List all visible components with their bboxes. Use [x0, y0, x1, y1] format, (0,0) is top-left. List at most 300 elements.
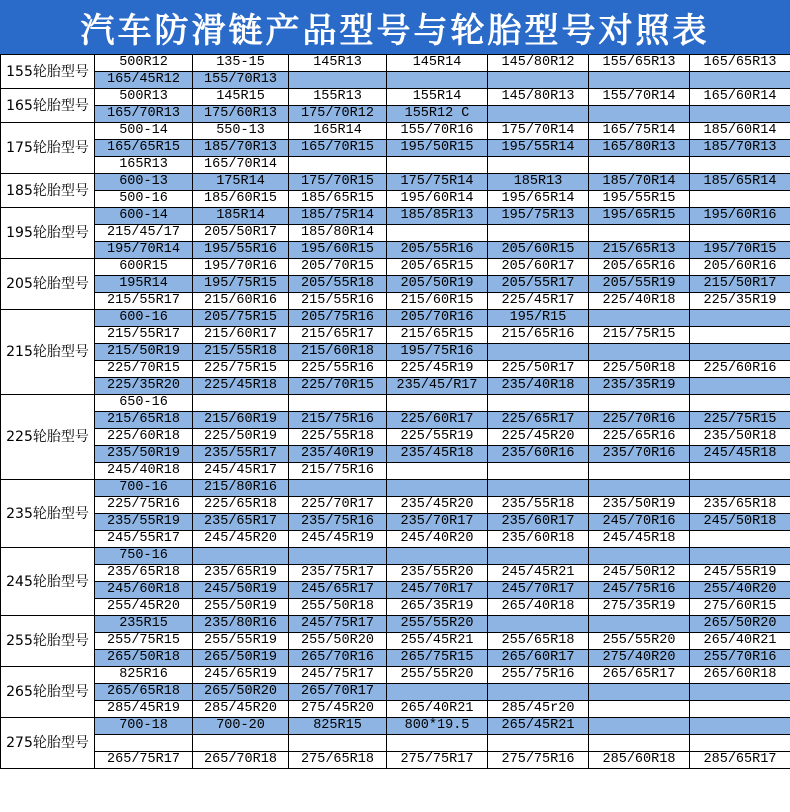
table-cell: 235/45/R17 — [387, 378, 488, 395]
table-cell: 215/60R19 — [193, 412, 289, 429]
table-cell: 225/65R17 — [488, 412, 589, 429]
table-cell: 195/75R16 — [387, 344, 488, 361]
table-row — [1, 89, 790, 106]
table-cell: 265/50R20 — [193, 684, 289, 701]
table-cell: 245/60R18 — [95, 582, 193, 599]
table-cell: 215/65R17 — [289, 327, 387, 344]
table-cell: 195/60R15 — [289, 242, 387, 259]
table-cell: 245/40R18 — [95, 463, 193, 480]
table-cell: 825R16 — [95, 667, 193, 684]
table-row — [1, 633, 790, 650]
table-cell: 225/75R15 — [193, 361, 289, 378]
table-row — [1, 752, 790, 769]
table-cell — [488, 735, 589, 752]
table-cell: 205/50R19 — [387, 276, 488, 293]
group-label: 255轮胎型号 — [1, 616, 95, 667]
table-cell — [589, 157, 690, 174]
table-row — [1, 514, 790, 531]
table-cell: 175/60R13 — [193, 106, 289, 123]
table-cell — [289, 548, 387, 565]
table-cell: 215/65R13 — [589, 242, 690, 259]
table-cell: 700-16 — [95, 480, 193, 497]
table-cell: 175R14 — [193, 174, 289, 191]
table-cell: 255/50R19 — [193, 599, 289, 616]
table-cell: 195R14 — [95, 276, 193, 293]
table-cell: 550-13 — [193, 123, 289, 140]
table-cell: 155R13 — [289, 89, 387, 106]
table-row — [1, 293, 790, 310]
table-cell: 275/40R20 — [589, 650, 690, 667]
table-cell: 175/70R15 — [289, 174, 387, 191]
table-row — [1, 327, 790, 344]
table-cell: 265/60R17 — [488, 650, 589, 667]
table-cell: 225/35R19 — [690, 293, 790, 310]
table-cell: 225/45R19 — [387, 361, 488, 378]
table-cell: 285/45r20 — [488, 701, 589, 718]
table-cell: 255/50R18 — [289, 599, 387, 616]
table-cell: 275/45R20 — [289, 701, 387, 718]
table-cell: 245/75R17 — [289, 667, 387, 684]
table-row — [1, 599, 790, 616]
table-cell — [387, 395, 488, 412]
table-cell: 500-16 — [95, 191, 193, 208]
table-cell: 245/45R19 — [289, 531, 387, 548]
table-cell: 275/75R16 — [488, 752, 589, 769]
group-label: 205轮胎型号 — [1, 259, 95, 310]
table-cell — [95, 735, 193, 752]
table-cell: 205/60R16 — [690, 259, 790, 276]
table-cell: 255/55R20 — [387, 667, 488, 684]
table-cell — [690, 531, 790, 548]
table-cell: 225/50R17 — [488, 361, 589, 378]
group-label: 235轮胎型号 — [1, 480, 95, 548]
table-cell: 215/55R18 — [193, 344, 289, 361]
table-cell: 265/50R19 — [193, 650, 289, 667]
table-cell: 800*19.5 — [387, 718, 488, 735]
table-row — [1, 701, 790, 718]
table-cell — [589, 72, 690, 89]
table-cell: 215/75R15 — [589, 327, 690, 344]
table-cell: 225/40R18 — [589, 293, 690, 310]
table-cell: 245/65R19 — [193, 667, 289, 684]
table-row — [1, 395, 790, 412]
table-cell: 225/60R18 — [95, 429, 193, 446]
table-cell: 145R15 — [193, 89, 289, 106]
table-cell — [488, 684, 589, 701]
page-title: 汽车防滑链产品型号与轮胎型号对照表 — [0, 0, 790, 54]
table-cell: 165/75R14 — [589, 123, 690, 140]
table-cell — [589, 310, 690, 327]
table-cell: 285/65R17 — [690, 752, 790, 769]
table-cell: 205/65R16 — [589, 259, 690, 276]
group-label: 215轮胎型号 — [1, 310, 95, 395]
table-cell: 235/50R18 — [690, 429, 790, 446]
table-row — [1, 565, 790, 582]
table-cell: 195/R15 — [488, 310, 589, 327]
table-cell — [690, 718, 790, 735]
table-cell — [589, 735, 690, 752]
table-cell: 195/75R15 — [193, 276, 289, 293]
table-cell: 225/60R16 — [690, 361, 790, 378]
table-cell: 700-18 — [95, 718, 193, 735]
table-cell: 265/40R21 — [690, 633, 790, 650]
table-cell: 265/75R17 — [95, 752, 193, 769]
table-cell: 165/70R14 — [193, 157, 289, 174]
table-cell: 215/65R15 — [387, 327, 488, 344]
group-label: 225轮胎型号 — [1, 395, 95, 480]
table-cell: 285/60R18 — [589, 752, 690, 769]
table-cell — [387, 548, 488, 565]
table-cell — [589, 548, 690, 565]
table-cell: 275/75R17 — [387, 752, 488, 769]
table-cell: 225/70R15 — [289, 378, 387, 395]
table-cell: 155/65R13 — [589, 55, 690, 72]
table-cell: 255/40R20 — [690, 582, 790, 599]
table-cell: 265/60R18 — [690, 667, 790, 684]
group-label: 185轮胎型号 — [1, 174, 95, 208]
table-cell: 215/75R16 — [289, 463, 387, 480]
table-cell: 245/40R20 — [387, 531, 488, 548]
table-row — [1, 191, 790, 208]
group-label: 245轮胎型号 — [1, 548, 95, 616]
table-cell: 185/60R15 — [193, 191, 289, 208]
table-cell — [387, 480, 488, 497]
table-cell: 205/75R15 — [193, 310, 289, 327]
table-cell: 265/50R20 — [690, 616, 790, 633]
table-cell: 245/75R16 — [589, 582, 690, 599]
table-cell: 145R13 — [289, 55, 387, 72]
table-cell: 225/65R16 — [589, 429, 690, 446]
table-cell: 245/45R18 — [690, 446, 790, 463]
table-cell: 235/45R20 — [387, 497, 488, 514]
table-cell: 215/80R16 — [193, 480, 289, 497]
table-cell: 155R14 — [387, 89, 488, 106]
table-row — [1, 497, 790, 514]
table-cell: 205/60R15 — [488, 242, 589, 259]
table-cell — [589, 684, 690, 701]
table-cell: 265/45R21 — [488, 718, 589, 735]
table-row — [1, 55, 790, 72]
table-cell: 235/40R18 — [488, 378, 589, 395]
table-cell — [690, 701, 790, 718]
table-cell: 205/75R16 — [289, 310, 387, 327]
table-cell: 205/70R16 — [387, 310, 488, 327]
table-cell: 265/75R15 — [387, 650, 488, 667]
table-cell: 205/60R17 — [488, 259, 589, 276]
table-cell: 205/50R17 — [193, 225, 289, 242]
table-cell: 165/70R15 — [289, 140, 387, 157]
table-row — [1, 429, 790, 446]
table-cell: 255/55R20 — [387, 616, 488, 633]
table-cell — [690, 480, 790, 497]
table-cell: 175/75R14 — [387, 174, 488, 191]
table-cell — [193, 395, 289, 412]
table-cell — [589, 480, 690, 497]
table-cell: 155R12 C — [387, 106, 488, 123]
table-cell: 165/65R15 — [95, 140, 193, 157]
table-cell — [690, 191, 790, 208]
table-cell: 600-16 — [95, 310, 193, 327]
table-cell: 245/65R17 — [289, 582, 387, 599]
table-cell: 255/65R18 — [488, 633, 589, 650]
table-cell: 215/55R16 — [289, 293, 387, 310]
table-cell — [690, 344, 790, 361]
table-cell: 255/55R20 — [589, 633, 690, 650]
table-cell: 245/50R18 — [690, 514, 790, 531]
table-cell: 175/70R14 — [488, 123, 589, 140]
table-cell: 265/70R18 — [193, 752, 289, 769]
table-cell: 185/60R14 — [690, 123, 790, 140]
table-row — [1, 684, 790, 701]
table-cell: 205/70R15 — [289, 259, 387, 276]
table-cell: 205/55R19 — [589, 276, 690, 293]
table-cell — [488, 463, 589, 480]
table-cell: 825R15 — [289, 718, 387, 735]
table-cell: 245/45R17 — [193, 463, 289, 480]
table-cell — [690, 395, 790, 412]
table-cell: 195/75R13 — [488, 208, 589, 225]
table-cell: 185/65R15 — [289, 191, 387, 208]
table-cell — [387, 157, 488, 174]
table-cell: 265/35R19 — [387, 599, 488, 616]
table-cell: 500R13 — [95, 89, 193, 106]
table-cell — [488, 548, 589, 565]
table-cell — [387, 225, 488, 242]
table-cell: 235/65R17 — [193, 514, 289, 531]
table-row — [1, 208, 790, 225]
table-cell: 185R13 — [488, 174, 589, 191]
table-cell — [690, 225, 790, 242]
table-cell: 215/65R18 — [95, 412, 193, 429]
table-cell: 185/70R14 — [589, 174, 690, 191]
table-cell: 165/60R14 — [690, 89, 790, 106]
table-cell: 195/70R15 — [690, 242, 790, 259]
table-cell: 235/65R18 — [95, 565, 193, 582]
table-cell: 185/75R14 — [289, 208, 387, 225]
table-cell: 750-16 — [95, 548, 193, 565]
table-row — [1, 718, 790, 735]
table-cell — [488, 395, 589, 412]
table-cell — [690, 106, 790, 123]
table-cell: 235/60R16 — [488, 446, 589, 463]
table-cell: 145R14 — [387, 55, 488, 72]
table-row — [1, 463, 790, 480]
table-cell: 500R12 — [95, 55, 193, 72]
table-cell: 205/65R15 — [387, 259, 488, 276]
table-cell — [289, 72, 387, 89]
table-cell — [488, 480, 589, 497]
table-cell: 145/80R13 — [488, 89, 589, 106]
table-row — [1, 174, 790, 191]
table-row — [1, 310, 790, 327]
table-cell: 195/55R14 — [488, 140, 589, 157]
table-row — [1, 242, 790, 259]
table-cell: 235/40R19 — [289, 446, 387, 463]
table-cell — [589, 616, 690, 633]
table-cell — [289, 157, 387, 174]
table-cell — [589, 718, 690, 735]
table-cell: 225/45R20 — [488, 429, 589, 446]
table-cell: 185/85R13 — [387, 208, 488, 225]
table-cell: 225/55R19 — [387, 429, 488, 446]
table-cell: 195/70R16 — [193, 259, 289, 276]
table-cell: 235R15 — [95, 616, 193, 633]
table-cell — [488, 225, 589, 242]
table-cell: 185/80R14 — [289, 225, 387, 242]
table-cell: 195/65R14 — [488, 191, 589, 208]
table-cell — [589, 225, 690, 242]
table-cell: 235/35R19 — [589, 378, 690, 395]
group-label: 155轮胎型号 — [1, 55, 95, 89]
table-cell: 255/55R19 — [193, 633, 289, 650]
table-cell: 215/60R16 — [193, 293, 289, 310]
table-cell — [589, 106, 690, 123]
table-cell: 500-14 — [95, 123, 193, 140]
group-label: 195轮胎型号 — [1, 208, 95, 259]
table-cell: 265/40R21 — [387, 701, 488, 718]
table-cell: 255/45R21 — [387, 633, 488, 650]
table-cell: 195/60R14 — [387, 191, 488, 208]
table-row — [1, 123, 790, 140]
table-cell: 165/45R12 — [95, 72, 193, 89]
table-cell: 215/55R17 — [95, 327, 193, 344]
table-cell: 215/60R18 — [289, 344, 387, 361]
table-cell: 235/80R16 — [193, 616, 289, 633]
table-cell: 235/70R17 — [387, 514, 488, 531]
table-cell: 225/75R15 — [690, 412, 790, 429]
table-cell: 225/60R17 — [387, 412, 488, 429]
table-cell: 235/45R18 — [387, 446, 488, 463]
table-cell: 215/75R16 — [289, 412, 387, 429]
table-row — [1, 72, 790, 89]
table-cell: 245/50R19 — [193, 582, 289, 599]
table-cell: 165R13 — [95, 157, 193, 174]
group-label: 265轮胎型号 — [1, 667, 95, 718]
table-cell — [387, 735, 488, 752]
table-cell: 245/70R17 — [488, 582, 589, 599]
table-cell: 205/55R17 — [488, 276, 589, 293]
table-cell: 225/35R20 — [95, 378, 193, 395]
table-cell: 195/55R15 — [589, 191, 690, 208]
table-cell — [690, 327, 790, 344]
table-cell: 235/75R16 — [289, 514, 387, 531]
table-cell: 225/55R18 — [289, 429, 387, 446]
table-cell: 165/65R13 — [690, 55, 790, 72]
table-cell: 275/35R19 — [589, 599, 690, 616]
table-cell: 215/45/17 — [95, 225, 193, 242]
table-cell: 195/50R15 — [387, 140, 488, 157]
table-cell: 135-15 — [193, 55, 289, 72]
table-cell: 225/70R16 — [589, 412, 690, 429]
table-cell: 215/65R16 — [488, 327, 589, 344]
table-cell: 265/70R17 — [289, 684, 387, 701]
table-cell: 245/45R21 — [488, 565, 589, 582]
table-cell: 155/70R13 — [193, 72, 289, 89]
table-cell — [387, 684, 488, 701]
table-cell: 245/70R16 — [589, 514, 690, 531]
table-cell — [690, 157, 790, 174]
table-cell — [289, 735, 387, 752]
table-row — [1, 361, 790, 378]
table-cell: 265/40R18 — [488, 599, 589, 616]
table-cell: 185/65R14 — [690, 174, 790, 191]
table-cell: 255/75R15 — [95, 633, 193, 650]
table-cell: 235/60R17 — [488, 514, 589, 531]
table-cell: 215/60R17 — [193, 327, 289, 344]
table-cell: 205/55R16 — [387, 242, 488, 259]
table-cell — [488, 72, 589, 89]
table-cell: 145/80R12 — [488, 55, 589, 72]
table-cell: 155/70R14 — [589, 89, 690, 106]
table-cell: 215/55R17 — [95, 293, 193, 310]
table-cell: 285/45R20 — [193, 701, 289, 718]
table-cell: 600-13 — [95, 174, 193, 191]
table-cell: 205/55R18 — [289, 276, 387, 293]
table-cell: 245/70R17 — [387, 582, 488, 599]
table-row — [1, 412, 790, 429]
table-cell: 155/70R16 — [387, 123, 488, 140]
table-cell: 265/65R18 — [95, 684, 193, 701]
group-label: 275轮胎型号 — [1, 718, 95, 769]
table-cell — [488, 344, 589, 361]
table-cell — [690, 72, 790, 89]
table-cell — [387, 463, 488, 480]
table-row — [1, 106, 790, 123]
table-cell: 235/55R19 — [95, 514, 193, 531]
table-cell: 235/65R19 — [193, 565, 289, 582]
table-cell — [690, 463, 790, 480]
table-cell — [488, 106, 589, 123]
table-cell: 235/60R18 — [488, 531, 589, 548]
table-cell — [690, 378, 790, 395]
table-cell: 165/80R13 — [589, 140, 690, 157]
table-cell: 195/55R16 — [193, 242, 289, 259]
table-cell: 245/55R17 — [95, 531, 193, 548]
table-row — [1, 667, 790, 684]
table-cell: 225/70R15 — [95, 361, 193, 378]
table-cell: 650-16 — [95, 395, 193, 412]
table-row — [1, 344, 790, 361]
table-row — [1, 531, 790, 548]
table-cell: 255/70R16 — [690, 650, 790, 667]
table-row — [1, 378, 790, 395]
table-cell: 600R15 — [95, 259, 193, 276]
table-cell — [690, 310, 790, 327]
table-cell: 235/75R17 — [289, 565, 387, 582]
table-cell: 275/65R18 — [289, 752, 387, 769]
table-cell: 265/70R16 — [289, 650, 387, 667]
table-cell: 255/45R20 — [95, 599, 193, 616]
table-cell: 225/55R16 — [289, 361, 387, 378]
table-cell: 195/60R16 — [690, 208, 790, 225]
table-row — [1, 446, 790, 463]
table-cell: 215/50R17 — [690, 276, 790, 293]
table-cell: 235/55R18 — [488, 497, 589, 514]
table-cell: 245/75R17 — [289, 616, 387, 633]
table-cell: 195/65R15 — [589, 208, 690, 225]
table-cell — [589, 344, 690, 361]
table-cell: 185/70R13 — [193, 140, 289, 157]
table-row — [1, 650, 790, 667]
table-cell: 265/50R18 — [95, 650, 193, 667]
table-cell — [193, 548, 289, 565]
table-row — [1, 276, 790, 293]
table-cell — [488, 157, 589, 174]
table-cell: 215/60R15 — [387, 293, 488, 310]
table-cell — [193, 735, 289, 752]
table-cell: 255/75R16 — [488, 667, 589, 684]
table-cell: 265/65R17 — [589, 667, 690, 684]
